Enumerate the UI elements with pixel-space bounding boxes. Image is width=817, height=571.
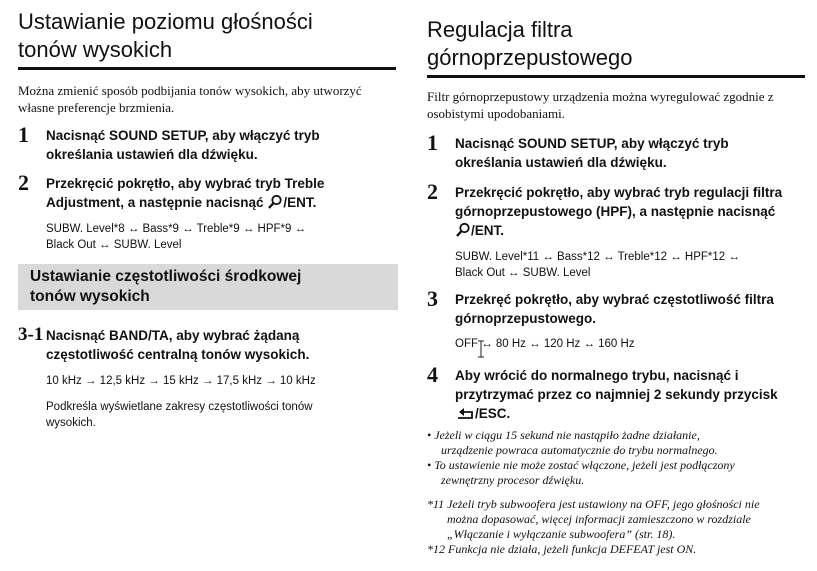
left-title-line1: Ustawianie poziomu głośności bbox=[18, 9, 313, 34]
footnote-line: można dopasować, więcej informacji zamieszczono w rozdziale bbox=[447, 512, 751, 526]
step-number: 3 bbox=[427, 286, 438, 311]
subsection-title-line2: tonów wysokich bbox=[30, 288, 150, 305]
right-step4-line2: przytrzymać przez co najmniej 2 sekundy przycisk bbox=[455, 387, 778, 402]
right-step2-seq-line1: SUBW. Level*11 ↔ Bass*12 ↔ Treble*12 ↔ HPF*12 ↔ bbox=[455, 251, 740, 263]
left-step3-line2: częstotliwość centralną tonów wysokich. bbox=[46, 347, 310, 362]
note-item bbox=[427, 458, 812, 488]
right-step1-line1: Nacisnąć SOUND SETUP, aby włączyć tryb bbox=[455, 136, 729, 151]
step-number: 3-1 bbox=[18, 324, 44, 345]
right-section bbox=[427, 16, 632, 72]
left-step-2 bbox=[18, 170, 398, 253]
left-step2-seq-line2: Black Out ↔ SUBW. Level bbox=[46, 239, 182, 251]
left-intro bbox=[18, 82, 398, 116]
right-step2-line1: Przekręcić pokrętło, aby wybrać tryb regulacji filtra bbox=[455, 185, 783, 200]
left-intro-line1: Można zmienić sposób podbijania tonów wysokich, aby utworzyć bbox=[18, 83, 362, 98]
right-title-line1: Regulacja filtra bbox=[427, 17, 573, 42]
right-step1-line2: określania ustawień dla dźwięku. bbox=[455, 155, 667, 170]
left-step3-seq: 10 kHz → 12,5 kHz → 15 kHz → 17,5 kHz → 10 kHz bbox=[46, 375, 316, 387]
back-icon bbox=[455, 407, 475, 426]
left-intro-line2: własne preferencje brzmienia. bbox=[18, 100, 175, 115]
left-title-rule bbox=[18, 67, 396, 70]
note-line: • To ustawienie nie może zostać włączone, jeżeli jest podłączony bbox=[427, 458, 735, 472]
step-number: 2 bbox=[18, 170, 29, 195]
footnote-line: *11 Jeżeli tryb subwoofera jest ustawiony na OFF, jego głośności nie bbox=[427, 497, 760, 511]
search-icon bbox=[455, 222, 471, 243]
step-number: 1 bbox=[427, 130, 438, 155]
step-number: 4 bbox=[427, 362, 438, 387]
right-title-rule bbox=[427, 75, 805, 78]
step-number: 2 bbox=[427, 179, 438, 204]
left-step2-line1: Przekręcić pokrętło, aby wybrać tryb Treble bbox=[46, 176, 325, 191]
subsection-header bbox=[18, 264, 398, 310]
right-step-1 bbox=[427, 130, 812, 172]
left-step1-line2: określania ustawień dla dźwięku. bbox=[46, 147, 258, 162]
subsection-title-line1: Ustawianie częstotliwości środkowej bbox=[30, 268, 302, 285]
right-intro bbox=[427, 88, 812, 122]
left-section bbox=[18, 8, 313, 64]
step-number: 1 bbox=[18, 122, 29, 147]
left-step3-desc-line1: Podkreśla wyświetlane zakresy częstotliwości tonów bbox=[46, 401, 313, 413]
left-step3-line1: Nacisnąć BAND/TA, aby wybrać żądaną bbox=[46, 328, 300, 343]
right-step4-line3: /ESC. bbox=[475, 406, 511, 421]
note-line: urządzenie powraca automatycznie do trybu normalnego. bbox=[441, 443, 718, 457]
right-intro-line1: Filtr górnoprzepustowy urządzenia można wyregulować zgodnie z bbox=[427, 89, 774, 104]
footnote-line: „Włączanie i wyłączanie subwoofera” (str. 18). bbox=[447, 527, 676, 541]
right-title-line2: górnoprzepustowego bbox=[427, 45, 633, 70]
right-intro-line2: osobistymi upodobaniami. bbox=[427, 106, 565, 121]
footnote-12 bbox=[427, 542, 812, 557]
note-item bbox=[427, 428, 812, 458]
notes-list bbox=[427, 428, 812, 488]
note-line: • Jeżeli w ciągu 15 sekund nie nastąpiło żadne działanie, bbox=[427, 428, 700, 442]
left-step1-line1: Nacisnąć SOUND SETUP, aby włączyć tryb bbox=[46, 128, 320, 143]
search-icon bbox=[267, 194, 283, 215]
left-step3-desc-line2: wysokich. bbox=[46, 417, 96, 429]
right-step2-line3: /ENT. bbox=[471, 223, 505, 238]
text-cursor-icon bbox=[477, 340, 485, 363]
right-step-2 bbox=[427, 179, 812, 281]
footnote-11 bbox=[427, 497, 812, 542]
left-step2-line2b: /ENT. bbox=[283, 195, 317, 210]
right-step3-seq: OFF ↔ 80 Hz ↔ 120 Hz ↔ 160 Hz bbox=[455, 338, 635, 350]
right-step4-line1: Aby wrócić do normalnego trybu, nacisnąć i bbox=[455, 368, 739, 383]
footnotes bbox=[427, 497, 812, 557]
left-step-3-1 bbox=[18, 326, 398, 431]
left-step-1 bbox=[18, 122, 398, 164]
right-step-4 bbox=[427, 362, 812, 426]
right-step2-seq-line2: Black Out ↔ SUBW. Level bbox=[455, 267, 591, 279]
right-step3-line2: górnoprzepustowego. bbox=[455, 311, 596, 326]
left-step2-line2a: Adjustment, a następnie nacisnąć bbox=[46, 195, 264, 210]
left-title-line2: tonów wysokich bbox=[18, 37, 173, 62]
left-step2-seq-line1: SUBW. Level*8 ↔ Bass*9 ↔ Treble*9 ↔ HPF*9 ↔ bbox=[46, 223, 307, 235]
note-line: zewnętrzny procesor dźwięku. bbox=[441, 473, 585, 487]
footnote-line: *12 Funkcja nie działa, jeżeli funkcja DEFEAT jest ON. bbox=[427, 542, 697, 556]
right-step2-line2: górnoprzepustowego (HPF), a następnie nacisnąć bbox=[455, 204, 776, 219]
right-step3-line1: Przekręć pokrętło, aby wybrać częstotliwość filtra bbox=[455, 292, 774, 307]
